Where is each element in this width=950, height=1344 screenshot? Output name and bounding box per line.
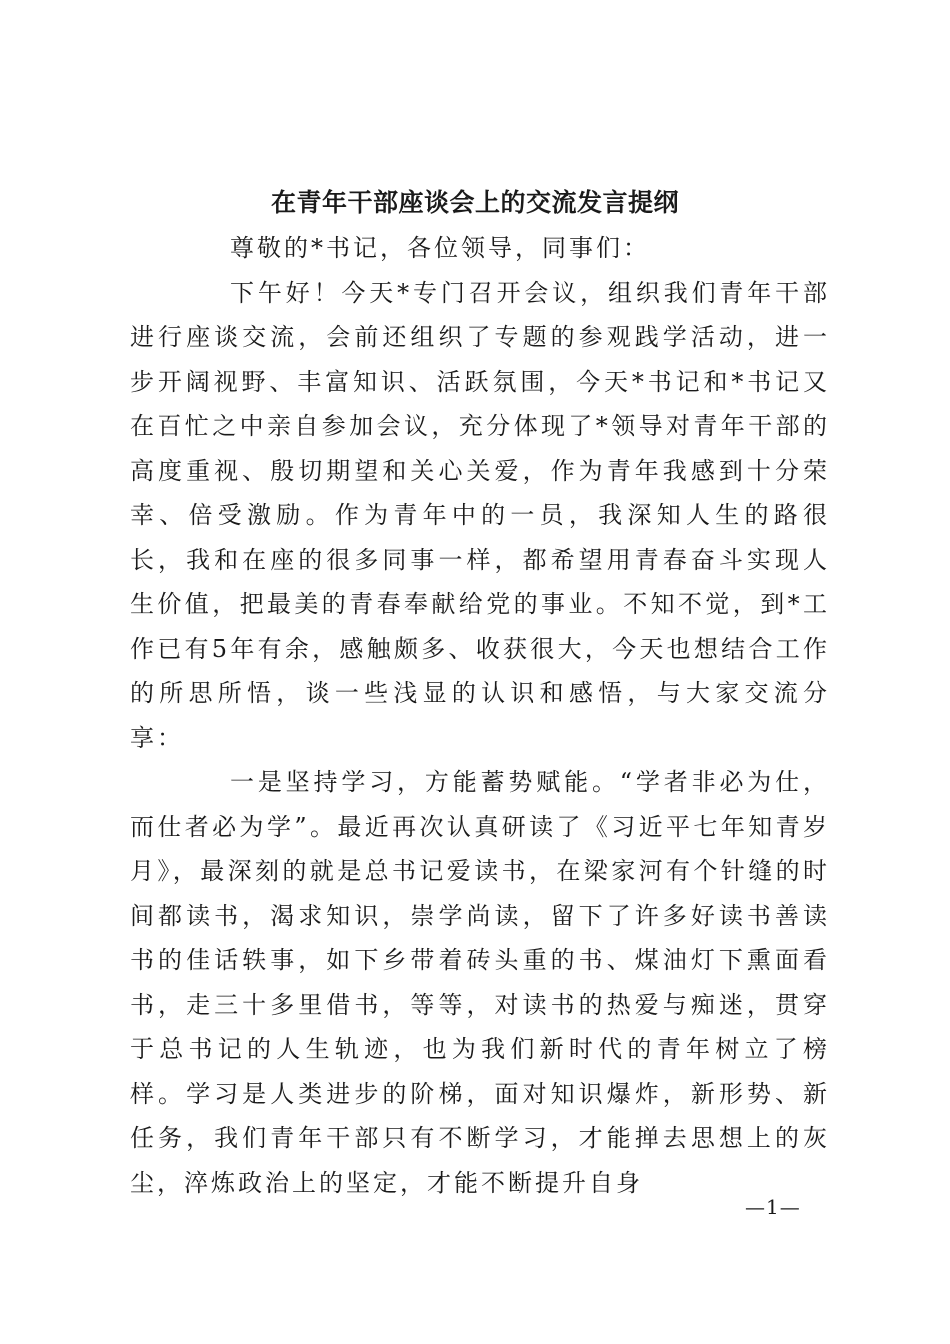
salutation: 尊敬的*书记，各位领导，同事们： (230, 234, 650, 262)
document-body (130, 226, 830, 1205)
document-title: 在青年干部座谈会上的交流发言提纲 (270, 188, 679, 217)
paragraph-study: 一是坚持学习，方能蓄势赋能。“学者非必为仕，而仕者必为学”。最近再次认真研读了《习近平七年知青岁月》，最深刻的就是总书记爱读书，在梁家河有个针缝的时间都读书，渴求知识，崇学尚读，留下了许多好读书善读书的佳话轶事，如下乡带着砖头重的书、煤油灯下熏面看书，走三十多里借书，等等，对读书的热爱与痴迷，贯穿于总书记的人生轨迹，也为我们新时代的青年树立了榜样。学习是人类进步的阶梯，面对知识爆炸，新形势、新任务，我们青年干部只有不断学习，才能掸去思想上的灰尘，淬炼政治上的坚定，才能不断提升自身 (130, 768, 830, 1197)
page-number: —1— (745, 1195, 801, 1219)
paragraph-greeting: 下午好！今天*专门召开会议，组织我们青年干部进行座谈交流，会前还组织了专题的参观践学活动，进一步开阔视野、丰富知识、活跃氛围，今天*书记和*书记又在百忙之中亲自参加会议，充分体现了*领导对青年干部的高度重视、殷切期望和关心关爱，作为青年我感到十分荣幸、倍受激励。作为青年中的一员，我深知人生的路很长，我和在座的很多同事一样，都希望用青春奋斗实现人生价值，把最美的青春奉献给党的事业。不知不觉，到*工作已有5年有余，感触颇多、收获很大，今天也想结合工作的所思所悟，谈一些浅显的认识和感悟，与大家交流分享： (130, 278, 830, 752)
